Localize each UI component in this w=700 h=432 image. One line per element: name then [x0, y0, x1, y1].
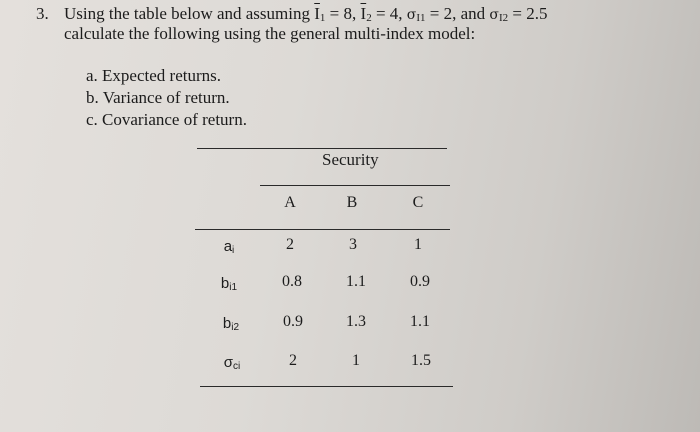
row-label-ai: $a_i$: [223, 238, 235, 256]
table-top-rule: [197, 148, 447, 149]
sigma-i2-value: = 2.5: [508, 4, 548, 23]
table-cell: 3: [349, 236, 357, 253]
sigma-i2-subscript: I2: [498, 12, 509, 24]
question-prefix: Using the table below and assuming: [64, 4, 315, 23]
table-cell: 1: [414, 236, 422, 253]
table-cell: 0.9: [283, 313, 303, 330]
i1-value: = 8,: [325, 4, 361, 23]
question-number: 3.: [36, 4, 49, 23]
table-cell: 1.1: [346, 273, 366, 290]
item-variance-of-return: b. Variance of return.: [86, 88, 230, 107]
table-cell: 1.1: [410, 313, 430, 330]
header-rule: [195, 229, 450, 230]
table-bottom-rule: [200, 386, 453, 387]
i1-subscript: 1: [319, 12, 326, 24]
security-header: Security: [322, 150, 379, 169]
table-cell: 1.5: [411, 352, 431, 369]
table-cell: 1.3: [346, 313, 366, 330]
question-line-2: calculate the following using the general multi-index model:: [64, 24, 476, 43]
table-cell: 2: [289, 352, 297, 369]
i2-value: = 4,: [371, 4, 407, 23]
sigma-i2-symbol: σ: [489, 7, 499, 23]
row-label-bi1: $b_{i1}$: [220, 275, 238, 293]
i2-variable: $\overline{I}$: [360, 4, 367, 23]
i2-subscript: 2: [366, 12, 372, 24]
table-cell: 2: [286, 236, 294, 253]
row-label-sigma-ci: $\sigma_{ci}$: [223, 354, 241, 372]
security-rule: [260, 185, 450, 186]
table-cell: 0.9: [410, 273, 430, 290]
row-label-bi2: $b_{i2}$: [222, 315, 240, 333]
question-line-1: [64, 4, 547, 24]
sigma-i1-symbol: σ: [406, 7, 417, 23]
i1-variable: $\overline{I}$: [314, 4, 320, 23]
column-header-b: B: [346, 194, 358, 211]
item-covariance-of-return: c. Covariance of return.: [86, 110, 247, 129]
table-cell: 0.8: [282, 273, 302, 290]
sigma-i1-value: = 2, and: [425, 4, 490, 23]
item-expected-returns: a. Expected returns.: [86, 66, 221, 85]
table-cell: 1: [352, 352, 360, 369]
column-header-c: C: [412, 194, 424, 211]
column-header-a: A: [284, 194, 296, 211]
sigma-i1-subscript: I1: [416, 12, 426, 24]
